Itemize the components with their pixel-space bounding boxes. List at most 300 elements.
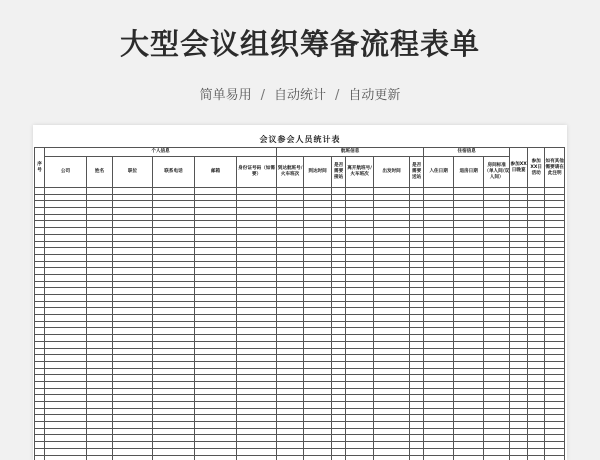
table-cell[interactable] bbox=[484, 381, 510, 388]
table-cell[interactable] bbox=[424, 248, 454, 255]
table-cell[interactable] bbox=[304, 188, 332, 195]
table-cell[interactable] bbox=[510, 281, 528, 288]
table-cell[interactable] bbox=[277, 194, 304, 201]
table-cell[interactable] bbox=[484, 234, 510, 241]
table-cell[interactable] bbox=[374, 428, 410, 435]
table-cell[interactable] bbox=[374, 348, 410, 355]
table-cell[interactable] bbox=[277, 348, 304, 355]
table-cell[interactable] bbox=[35, 254, 45, 261]
table-cell[interactable] bbox=[346, 308, 374, 315]
table-cell[interactable] bbox=[484, 295, 510, 302]
table-cell[interactable] bbox=[237, 328, 277, 335]
table-cell[interactable] bbox=[237, 408, 277, 415]
table-cell[interactable] bbox=[528, 321, 545, 328]
table-cell[interactable] bbox=[195, 422, 237, 429]
table-cell[interactable] bbox=[528, 435, 545, 442]
table-cell[interactable] bbox=[332, 261, 346, 268]
table-cell[interactable] bbox=[346, 422, 374, 429]
table-cell[interactable] bbox=[410, 201, 424, 208]
table-cell[interactable] bbox=[528, 428, 545, 435]
table-cell[interactable] bbox=[545, 428, 565, 435]
table-cell[interactable] bbox=[45, 422, 87, 429]
table-cell[interactable] bbox=[346, 268, 374, 275]
table-cell[interactable] bbox=[528, 388, 545, 395]
table-cell[interactable] bbox=[304, 428, 332, 435]
table-cell[interactable] bbox=[410, 361, 424, 368]
table-cell[interactable] bbox=[484, 415, 510, 422]
table-cell[interactable] bbox=[510, 355, 528, 362]
table-cell[interactable] bbox=[346, 335, 374, 342]
table-cell[interactable] bbox=[195, 328, 237, 335]
table-cell[interactable] bbox=[346, 402, 374, 409]
table-cell[interactable] bbox=[45, 348, 87, 355]
table-cell[interactable] bbox=[153, 248, 195, 255]
table-cell[interactable] bbox=[410, 221, 424, 228]
table-cell[interactable] bbox=[484, 241, 510, 248]
table-cell[interactable] bbox=[528, 328, 545, 335]
table-cell[interactable] bbox=[545, 361, 565, 368]
table-cell[interactable] bbox=[153, 274, 195, 281]
table-cell[interactable] bbox=[528, 274, 545, 281]
table-cell[interactable] bbox=[195, 281, 237, 288]
table-cell[interactable] bbox=[304, 308, 332, 315]
table-cell[interactable] bbox=[510, 208, 528, 215]
table-cell[interactable] bbox=[346, 274, 374, 281]
table-cell[interactable] bbox=[545, 288, 565, 295]
table-cell[interactable] bbox=[424, 361, 454, 368]
table-cell[interactable] bbox=[153, 355, 195, 362]
table-cell[interactable] bbox=[277, 241, 304, 248]
table-cell[interactable] bbox=[304, 442, 332, 449]
table-cell[interactable] bbox=[35, 234, 45, 241]
table-cell[interactable] bbox=[410, 395, 424, 402]
table-cell[interactable] bbox=[374, 388, 410, 395]
table-cell[interactable] bbox=[424, 355, 454, 362]
table-cell[interactable] bbox=[424, 308, 454, 315]
table-cell[interactable] bbox=[410, 355, 424, 362]
table-cell[interactable] bbox=[87, 395, 113, 402]
table-cell[interactable] bbox=[237, 208, 277, 215]
table-cell[interactable] bbox=[410, 248, 424, 255]
table-cell[interactable] bbox=[304, 388, 332, 395]
table-cell[interactable] bbox=[195, 375, 237, 382]
table-cell[interactable] bbox=[424, 321, 454, 328]
table-cell[interactable] bbox=[277, 328, 304, 335]
table-cell[interactable] bbox=[528, 241, 545, 248]
table-cell[interactable] bbox=[304, 315, 332, 322]
table-cell[interactable] bbox=[277, 254, 304, 261]
table-cell[interactable] bbox=[454, 381, 484, 388]
table-cell[interactable] bbox=[35, 221, 45, 228]
table-cell[interactable] bbox=[545, 442, 565, 449]
table-cell[interactable] bbox=[45, 274, 87, 281]
table-cell[interactable] bbox=[237, 388, 277, 395]
table-cell[interactable] bbox=[87, 415, 113, 422]
table-cell[interactable] bbox=[237, 348, 277, 355]
table-cell[interactable] bbox=[35, 455, 45, 460]
table-cell[interactable] bbox=[454, 328, 484, 335]
table-cell[interactable] bbox=[545, 348, 565, 355]
table-cell[interactable] bbox=[510, 408, 528, 415]
table-cell[interactable] bbox=[195, 208, 237, 215]
table-cell[interactable] bbox=[277, 435, 304, 442]
table-cell[interactable] bbox=[304, 415, 332, 422]
table-cell[interactable] bbox=[528, 415, 545, 422]
table-cell[interactable] bbox=[87, 221, 113, 228]
table-cell[interactable] bbox=[510, 254, 528, 261]
table-cell[interactable] bbox=[304, 261, 332, 268]
table-cell[interactable] bbox=[484, 355, 510, 362]
table-cell[interactable] bbox=[277, 234, 304, 241]
table-cell[interactable] bbox=[410, 335, 424, 342]
table-cell[interactable] bbox=[528, 315, 545, 322]
table-cell[interactable] bbox=[45, 214, 87, 221]
table-cell[interactable] bbox=[374, 361, 410, 368]
table-cell[interactable] bbox=[454, 415, 484, 422]
table-cell[interactable] bbox=[484, 428, 510, 435]
table-cell[interactable] bbox=[374, 188, 410, 195]
table-cell[interactable] bbox=[454, 395, 484, 402]
table-cell[interactable] bbox=[237, 254, 277, 261]
table-cell[interactable] bbox=[304, 295, 332, 302]
table-cell[interactable] bbox=[510, 188, 528, 195]
table-cell[interactable] bbox=[87, 214, 113, 221]
table-cell[interactable] bbox=[510, 201, 528, 208]
table-cell[interactable] bbox=[153, 228, 195, 235]
table-cell[interactable] bbox=[237, 268, 277, 275]
table-cell[interactable] bbox=[410, 228, 424, 235]
table-cell[interactable] bbox=[153, 301, 195, 308]
table-cell[interactable] bbox=[510, 248, 528, 255]
table-cell[interactable] bbox=[332, 348, 346, 355]
table-cell[interactable] bbox=[374, 435, 410, 442]
table-cell[interactable] bbox=[237, 455, 277, 460]
table-cell[interactable] bbox=[87, 321, 113, 328]
table-cell[interactable] bbox=[410, 408, 424, 415]
table-cell[interactable] bbox=[87, 228, 113, 235]
table-cell[interactable] bbox=[528, 442, 545, 449]
table-cell[interactable] bbox=[484, 442, 510, 449]
table-cell[interactable] bbox=[424, 221, 454, 228]
table-cell[interactable] bbox=[87, 448, 113, 455]
table-cell[interactable] bbox=[510, 268, 528, 275]
table-cell[interactable] bbox=[410, 261, 424, 268]
table-cell[interactable] bbox=[424, 214, 454, 221]
table-cell[interactable] bbox=[113, 455, 153, 460]
table-cell[interactable] bbox=[195, 321, 237, 328]
table-cell[interactable] bbox=[113, 288, 153, 295]
table-cell[interactable] bbox=[304, 301, 332, 308]
table-cell[interactable] bbox=[424, 448, 454, 455]
table-cell[interactable] bbox=[87, 422, 113, 429]
table-cell[interactable] bbox=[277, 321, 304, 328]
table-cell[interactable] bbox=[424, 422, 454, 429]
table-cell[interactable] bbox=[424, 288, 454, 295]
table-cell[interactable] bbox=[528, 308, 545, 315]
table-cell[interactable] bbox=[346, 234, 374, 241]
table-cell[interactable] bbox=[113, 442, 153, 449]
table-cell[interactable] bbox=[410, 281, 424, 288]
table-cell[interactable] bbox=[35, 261, 45, 268]
table-cell[interactable] bbox=[454, 194, 484, 201]
table-cell[interactable] bbox=[113, 281, 153, 288]
table-cell[interactable] bbox=[45, 248, 87, 255]
table-cell[interactable] bbox=[237, 381, 277, 388]
table-cell[interactable] bbox=[45, 368, 87, 375]
table-cell[interactable] bbox=[45, 408, 87, 415]
table-cell[interactable] bbox=[87, 234, 113, 241]
table-cell[interactable] bbox=[346, 388, 374, 395]
table-cell[interactable] bbox=[35, 308, 45, 315]
table-cell[interactable] bbox=[304, 248, 332, 255]
table-cell[interactable] bbox=[332, 321, 346, 328]
table-cell[interactable] bbox=[35, 341, 45, 348]
table-cell[interactable] bbox=[424, 388, 454, 395]
table-cell[interactable] bbox=[424, 281, 454, 288]
table-cell[interactable] bbox=[35, 381, 45, 388]
table-cell[interactable] bbox=[424, 254, 454, 261]
table-cell[interactable] bbox=[484, 368, 510, 375]
table-cell[interactable] bbox=[410, 208, 424, 215]
table-cell[interactable] bbox=[346, 415, 374, 422]
table-cell[interactable] bbox=[45, 261, 87, 268]
table-cell[interactable] bbox=[454, 402, 484, 409]
table-cell[interactable] bbox=[424, 301, 454, 308]
table-cell[interactable] bbox=[35, 194, 45, 201]
table-cell[interactable] bbox=[346, 248, 374, 255]
table-cell[interactable] bbox=[510, 361, 528, 368]
table-cell[interactable] bbox=[374, 194, 410, 201]
table-cell[interactable] bbox=[237, 241, 277, 248]
table-cell[interactable] bbox=[277, 381, 304, 388]
table-cell[interactable] bbox=[277, 355, 304, 362]
table-cell[interactable] bbox=[545, 248, 565, 255]
table-cell[interactable] bbox=[374, 408, 410, 415]
table-cell[interactable] bbox=[87, 208, 113, 215]
table-cell[interactable] bbox=[332, 194, 346, 201]
table-cell[interactable] bbox=[153, 208, 195, 215]
table-cell[interactable] bbox=[195, 455, 237, 460]
table-cell[interactable] bbox=[277, 428, 304, 435]
table-cell[interactable] bbox=[545, 308, 565, 315]
table-cell[interactable] bbox=[332, 268, 346, 275]
table-cell[interactable] bbox=[424, 208, 454, 215]
table-cell[interactable] bbox=[195, 381, 237, 388]
table-cell[interactable] bbox=[45, 228, 87, 235]
table-cell[interactable] bbox=[45, 221, 87, 228]
table-cell[interactable] bbox=[87, 368, 113, 375]
table-cell[interactable] bbox=[484, 268, 510, 275]
table-cell[interactable] bbox=[237, 315, 277, 322]
table-cell[interactable] bbox=[45, 208, 87, 215]
table-cell[interactable] bbox=[454, 361, 484, 368]
table-cell[interactable] bbox=[195, 261, 237, 268]
table-cell[interactable] bbox=[304, 241, 332, 248]
table-cell[interactable] bbox=[484, 375, 510, 382]
table-cell[interactable] bbox=[237, 395, 277, 402]
table-cell[interactable] bbox=[237, 435, 277, 442]
table-cell[interactable] bbox=[346, 361, 374, 368]
table-cell[interactable] bbox=[35, 422, 45, 429]
table-cell[interactable] bbox=[410, 274, 424, 281]
table-cell[interactable] bbox=[374, 381, 410, 388]
table-cell[interactable] bbox=[332, 435, 346, 442]
table-cell[interactable] bbox=[374, 241, 410, 248]
table-cell[interactable] bbox=[545, 335, 565, 342]
table-cell[interactable] bbox=[332, 288, 346, 295]
table-cell[interactable] bbox=[87, 301, 113, 308]
table-cell[interactable] bbox=[45, 315, 87, 322]
table-cell[interactable] bbox=[510, 395, 528, 402]
table-cell[interactable] bbox=[410, 194, 424, 201]
table-cell[interactable] bbox=[35, 328, 45, 335]
table-cell[interactable] bbox=[332, 448, 346, 455]
table-cell[interactable] bbox=[45, 361, 87, 368]
table-cell[interactable] bbox=[45, 301, 87, 308]
table-cell[interactable] bbox=[332, 221, 346, 228]
table-cell[interactable] bbox=[87, 315, 113, 322]
table-cell[interactable] bbox=[346, 395, 374, 402]
table-cell[interactable] bbox=[113, 188, 153, 195]
table-cell[interactable] bbox=[424, 315, 454, 322]
table-cell[interactable] bbox=[45, 295, 87, 302]
table-cell[interactable] bbox=[410, 388, 424, 395]
table-cell[interactable] bbox=[304, 341, 332, 348]
table-cell[interactable] bbox=[454, 281, 484, 288]
table-cell[interactable] bbox=[277, 315, 304, 322]
table-cell[interactable] bbox=[332, 381, 346, 388]
table-cell[interactable] bbox=[545, 214, 565, 221]
table-cell[interactable] bbox=[545, 295, 565, 302]
table-cell[interactable] bbox=[35, 295, 45, 302]
table-cell[interactable] bbox=[410, 381, 424, 388]
table-cell[interactable] bbox=[113, 395, 153, 402]
table-cell[interactable] bbox=[454, 335, 484, 342]
table-cell[interactable] bbox=[545, 315, 565, 322]
table-cell[interactable] bbox=[237, 261, 277, 268]
table-cell[interactable] bbox=[35, 288, 45, 295]
table-cell[interactable] bbox=[332, 254, 346, 261]
table-cell[interactable] bbox=[510, 388, 528, 395]
table-cell[interactable] bbox=[277, 308, 304, 315]
table-cell[interactable] bbox=[545, 194, 565, 201]
table-cell[interactable] bbox=[528, 214, 545, 221]
table-cell[interactable] bbox=[195, 388, 237, 395]
table-cell[interactable] bbox=[87, 408, 113, 415]
table-cell[interactable] bbox=[277, 335, 304, 342]
table-cell[interactable] bbox=[237, 221, 277, 228]
table-cell[interactable] bbox=[304, 214, 332, 221]
table-cell[interactable] bbox=[545, 381, 565, 388]
table-cell[interactable] bbox=[87, 381, 113, 388]
table-cell[interactable] bbox=[510, 415, 528, 422]
table-cell[interactable] bbox=[237, 428, 277, 435]
table-cell[interactable] bbox=[35, 408, 45, 415]
table-cell[interactable] bbox=[346, 194, 374, 201]
table-cell[interactable] bbox=[374, 234, 410, 241]
table-cell[interactable] bbox=[424, 194, 454, 201]
table-cell[interactable] bbox=[195, 415, 237, 422]
table-cell[interactable] bbox=[35, 301, 45, 308]
table-cell[interactable] bbox=[545, 402, 565, 409]
table-cell[interactable] bbox=[277, 422, 304, 429]
table-cell[interactable] bbox=[528, 221, 545, 228]
table-cell[interactable] bbox=[153, 321, 195, 328]
table-cell[interactable] bbox=[237, 295, 277, 302]
table-cell[interactable] bbox=[113, 241, 153, 248]
table-cell[interactable] bbox=[45, 448, 87, 455]
table-cell[interactable] bbox=[484, 261, 510, 268]
table-cell[interactable] bbox=[153, 415, 195, 422]
table-cell[interactable] bbox=[424, 415, 454, 422]
table-cell[interactable] bbox=[374, 308, 410, 315]
table-cell[interactable] bbox=[545, 455, 565, 460]
table-cell[interactable] bbox=[113, 295, 153, 302]
table-cell[interactable] bbox=[304, 348, 332, 355]
table-cell[interactable] bbox=[545, 221, 565, 228]
table-cell[interactable] bbox=[332, 248, 346, 255]
table-cell[interactable] bbox=[484, 455, 510, 460]
table-cell[interactable] bbox=[153, 422, 195, 429]
table-cell[interactable] bbox=[410, 328, 424, 335]
table-cell[interactable] bbox=[195, 355, 237, 362]
table-cell[interactable] bbox=[277, 295, 304, 302]
table-cell[interactable] bbox=[304, 234, 332, 241]
table-cell[interactable] bbox=[153, 281, 195, 288]
table-cell[interactable] bbox=[237, 422, 277, 429]
table-cell[interactable] bbox=[304, 368, 332, 375]
table-cell[interactable] bbox=[510, 261, 528, 268]
table-cell[interactable] bbox=[484, 214, 510, 221]
table-cell[interactable] bbox=[237, 228, 277, 235]
table-cell[interactable] bbox=[346, 295, 374, 302]
table-cell[interactable] bbox=[424, 341, 454, 348]
table-cell[interactable] bbox=[484, 321, 510, 328]
table-cell[interactable] bbox=[484, 395, 510, 402]
table-cell[interactable] bbox=[113, 361, 153, 368]
table-cell[interactable] bbox=[346, 368, 374, 375]
table-cell[interactable] bbox=[277, 214, 304, 221]
table-cell[interactable] bbox=[346, 201, 374, 208]
table-cell[interactable] bbox=[195, 348, 237, 355]
table-cell[interactable] bbox=[35, 214, 45, 221]
table-cell[interactable] bbox=[528, 268, 545, 275]
table-cell[interactable] bbox=[510, 368, 528, 375]
table-cell[interactable] bbox=[35, 435, 45, 442]
table-cell[interactable] bbox=[424, 201, 454, 208]
table-cell[interactable] bbox=[153, 201, 195, 208]
table-cell[interactable] bbox=[277, 228, 304, 235]
table-cell[interactable] bbox=[510, 194, 528, 201]
table-cell[interactable] bbox=[113, 234, 153, 241]
table-cell[interactable] bbox=[45, 321, 87, 328]
table-cell[interactable] bbox=[346, 355, 374, 362]
table-cell[interactable] bbox=[87, 361, 113, 368]
table-cell[interactable] bbox=[277, 395, 304, 402]
table-cell[interactable] bbox=[35, 375, 45, 382]
table-cell[interactable] bbox=[454, 455, 484, 460]
table-cell[interactable] bbox=[87, 355, 113, 362]
table-cell[interactable] bbox=[304, 381, 332, 388]
table-cell[interactable] bbox=[510, 295, 528, 302]
table-cell[interactable] bbox=[277, 402, 304, 409]
table-cell[interactable] bbox=[113, 415, 153, 422]
table-cell[interactable] bbox=[545, 368, 565, 375]
table-cell[interactable] bbox=[510, 428, 528, 435]
table-cell[interactable] bbox=[545, 261, 565, 268]
table-cell[interactable] bbox=[484, 408, 510, 415]
table-cell[interactable] bbox=[332, 328, 346, 335]
